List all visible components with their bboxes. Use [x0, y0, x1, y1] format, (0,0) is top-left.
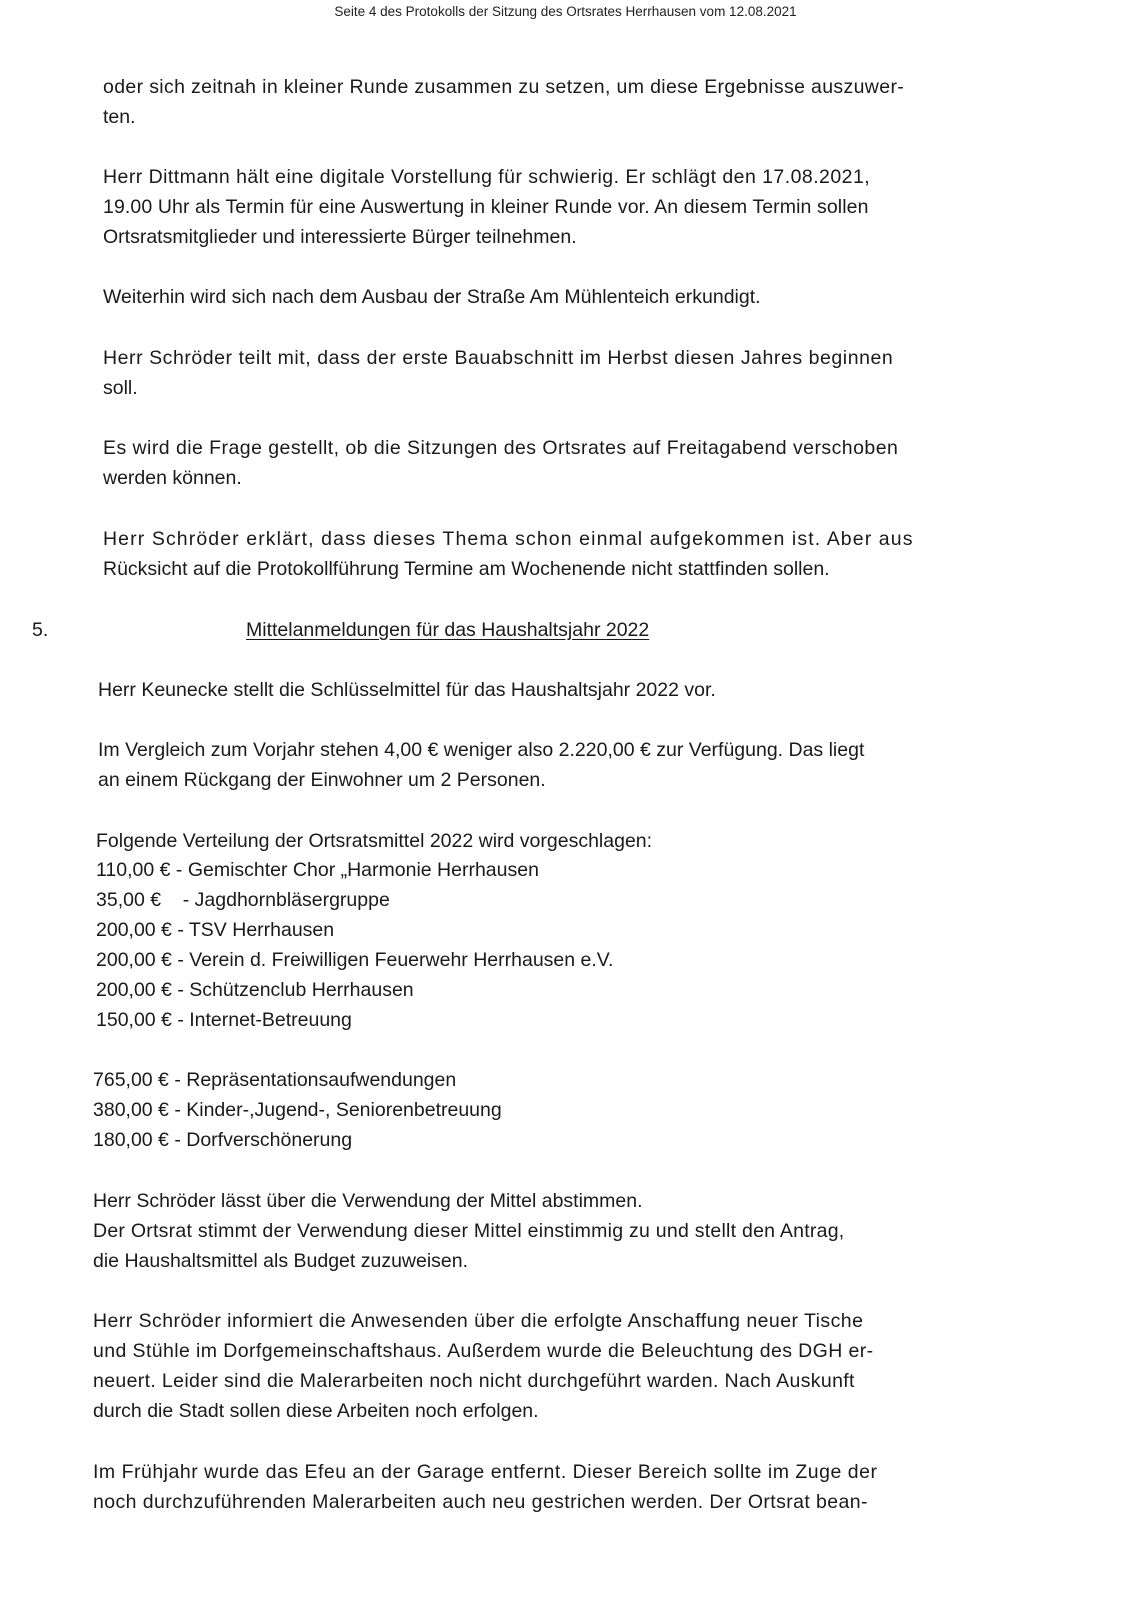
allocation-item: 765,00 € - Repräsentationsaufwendungen	[93, 1069, 457, 1091]
allocation-amount: 180,00 €	[93, 1129, 169, 1151]
paragraph-line: Herr Schröder informiert die Anwesenden über die erfolgte Anschaffung neuer Tische	[93, 1310, 864, 1332]
paragraph-line: werden können.	[103, 467, 242, 489]
paragraph-line: 19.00 Uhr als Termin für eine Auswertung in kleiner Runde vor. An diesem Termin sollen	[103, 196, 869, 218]
allocation-label: Jagdhornbläsergruppe	[194, 889, 390, 911]
allocation-item: 35,00 € - Jagdhornbläsergruppe	[96, 889, 390, 911]
paragraph-line: durch die Stadt sollen diese Arbeiten noch erfolgen.	[93, 1400, 539, 1422]
section-number: 5.	[32, 619, 49, 641]
paragraph-line: Herr Keunecke stellt die Schlüsselmittel für das Haushaltsjahr 2022 vor.	[98, 679, 716, 701]
allocation-amount: 35,00 €	[96, 889, 162, 911]
allocation-label: Kinder-,Jugend-, Seniorenbetreuung	[186, 1099, 502, 1121]
allocation-label: Gemischter Chor „Harmonie Herrhausen	[187, 859, 539, 881]
paragraph-line: Im Vergleich zum Vorjahr stehen 4,00 € weniger also 2.220,00 € zur Verfügung. Das liegt	[98, 739, 865, 761]
paragraph-line: und Stühle im Dorfgemeinschaftshaus. Außerdem wurde die Beleuchtung des DGH er-	[93, 1340, 874, 1362]
allocation-intro: Folgende Verteilung der Ortsratsmittel 2022 wird vorgeschlagen:	[96, 830, 653, 852]
allocation-amount: 200,00 €	[96, 919, 172, 941]
allocation-item: 200,00 € - TSV Herrhausen	[96, 919, 335, 941]
allocation-item: 110,00 € - Gemischter Chor „Harmonie Herrhausen	[96, 859, 539, 881]
allocation-amount: 110,00 €	[96, 859, 171, 881]
allocation-label: Verein d. Freiwilligen Feuerwehr Herrhausen e.V.	[189, 949, 614, 971]
allocation-item: 200,00 € - Verein d. Freiwilligen Feuerwehr Herrhausen e.V.	[96, 949, 614, 971]
paragraph-line: soll.	[103, 377, 138, 399]
paragraph-line: Herr Dittmann hält eine digitale Vorstellung für schwierig. Er schlägt den 17.08.2021,	[103, 166, 871, 188]
section-title: Mittelanmeldungen für das Haushaltsjahr 2022	[246, 619, 650, 641]
paragraph-line: die Haushaltsmittel als Budget zuzuweisen.	[93, 1250, 469, 1272]
allocation-label: Repräsentationsaufwendungen	[186, 1069, 457, 1091]
allocation-item: 200,00 € - Schützenclub Herrhausen	[96, 979, 414, 1001]
allocation-amount: 200,00 €	[96, 949, 172, 971]
paragraph-line: Weiterhin wird sich nach dem Ausbau der Straße Am Mühlenteich erkundigt.	[103, 286, 761, 308]
paragraph-line: Der Ortsrat stimmt der Verwendung dieser Mittel einstimmig zu und stellt den Antrag,	[93, 1220, 845, 1242]
paragraph-line: noch durchzuführenden Malerarbeiten auch neu gestrichen werden. Der Ortsrat bean-	[93, 1491, 868, 1513]
paragraph-line: an einem Rückgang der Einwohner um 2 Personen.	[98, 769, 546, 791]
paragraph-line: neuert. Leider sind die Malerarbeiten noch nicht durchgeführt warden. Nach Auskunft	[93, 1370, 855, 1392]
allocation-amount: 200,00 €	[96, 979, 172, 1001]
paragraph-line: ten.	[103, 106, 136, 128]
allocation-label: Schützenclub Herrhausen	[189, 979, 414, 1001]
paragraph-line: Herr Schröder erklärt, dass dieses Thema schon einmal aufgekommen ist. Aber aus	[103, 528, 914, 550]
paragraph-line: Ortsratsmitglieder und interessierte Bürger teilnehmen.	[103, 226, 577, 248]
allocation-amount: 150,00 €	[96, 1009, 172, 1031]
allocation-label: Dorfverschönerung	[186, 1129, 353, 1151]
allocation-label: Internet-Betreuung	[189, 1009, 352, 1031]
paragraph-line: Herr Schröder lässt über die Verwendung der Mittel abstimmen.	[93, 1190, 643, 1212]
paragraph-line: Herr Schröder teilt mit, dass der erste Bauabschnitt im Herbst diesen Jahres beginnen	[103, 347, 894, 369]
allocation-item: 380,00 € - Kinder-,Jugend-, Seniorenbetreuung	[93, 1099, 502, 1121]
allocation-amount: 380,00 €	[93, 1099, 169, 1121]
allocation-item: 180,00 € - Dorfverschönerung	[93, 1129, 353, 1151]
paragraph-line: oder sich zeitnah in kleiner Runde zusammen zu setzen, um diese Ergebnisse auszuwer-	[103, 76, 905, 98]
allocation-label: TSV Herrhausen	[188, 919, 335, 941]
paragraph-line: Rücksicht auf die Protokollführung Termine am Wochenende nicht stattfinden sollen.	[103, 558, 830, 580]
paragraph-line: Es wird die Frage gestellt, ob die Sitzungen des Ortsrates auf Freitagabend verschoben	[103, 437, 899, 459]
paragraph-line: Im Frühjahr wurde das Efeu an der Garage entfernt. Dieser Bereich sollte im Zuge der	[93, 1461, 878, 1483]
allocation-item: 150,00 € - Internet-Betreuung	[96, 1009, 352, 1031]
allocation-amount: 765,00 €	[93, 1069, 169, 1091]
page-header: Seite 4 des Protokolls der Sitzung des Ortsrates Herrhausen vom 12.08.2021	[334, 4, 797, 19]
